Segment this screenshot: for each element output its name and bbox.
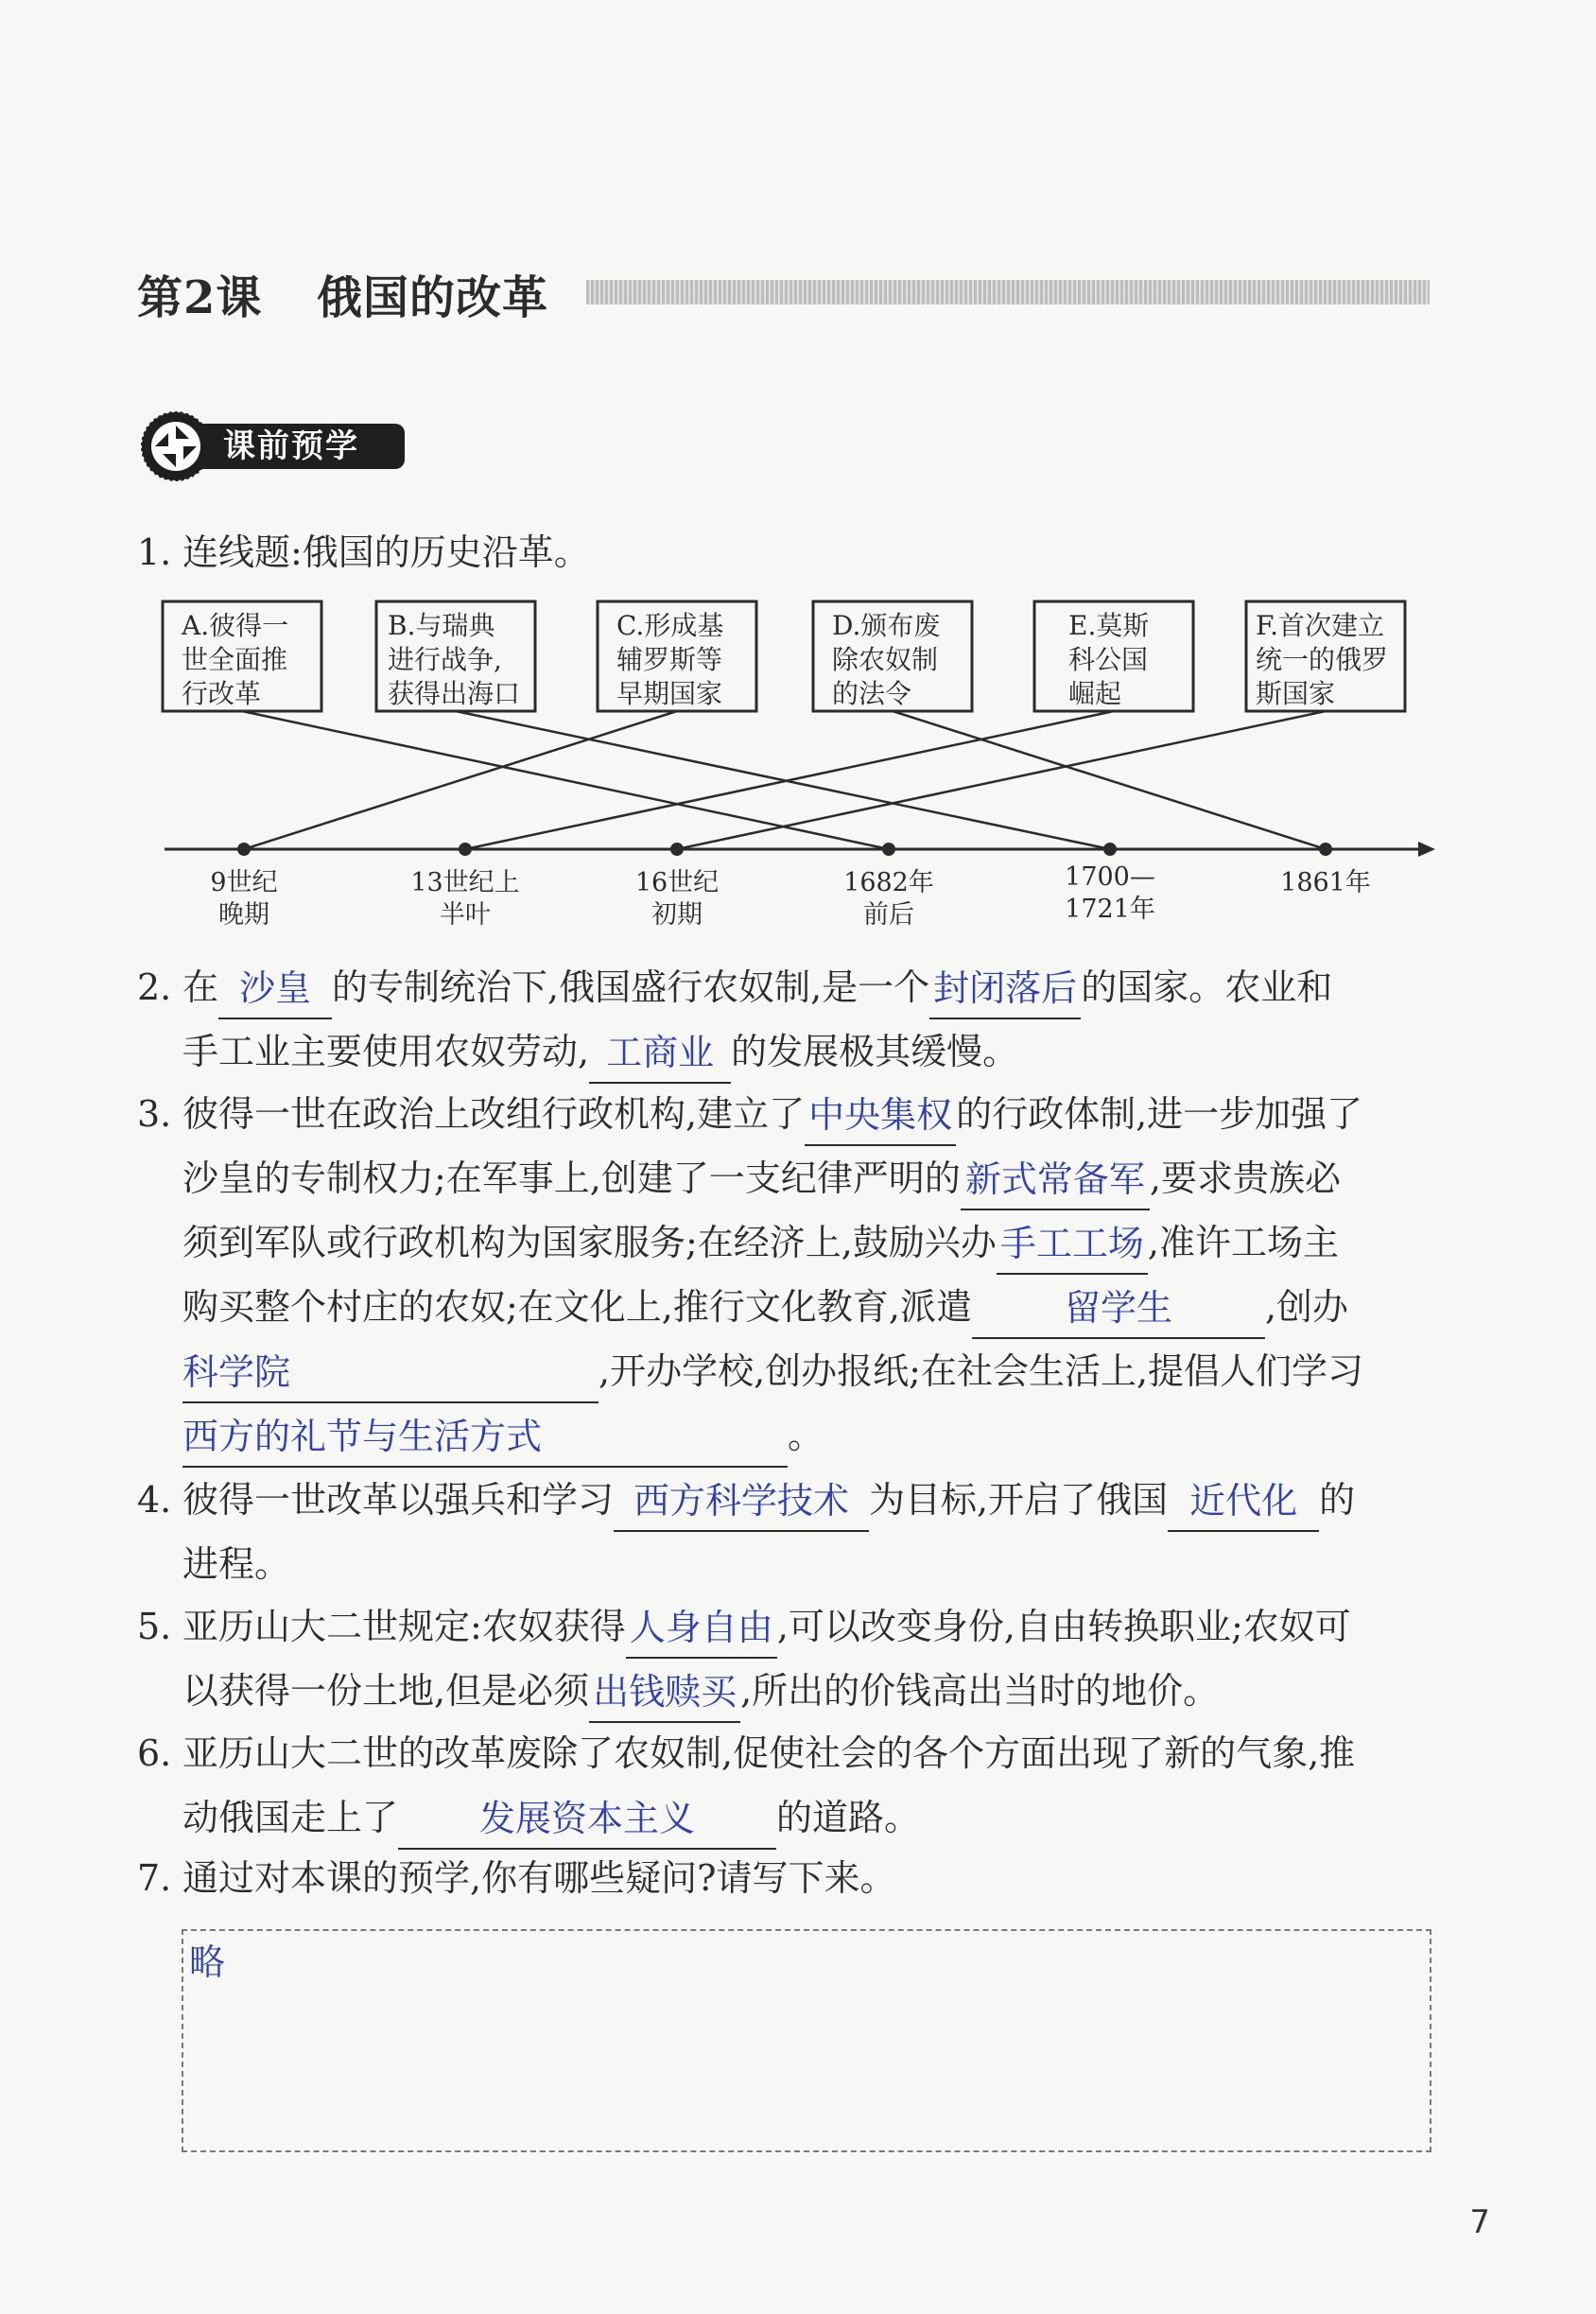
question-1-prompt: 连线题:俄国的历史沿革。 (182, 531, 590, 573)
event-box-b (376, 601, 535, 711)
answer-blank[interactable]: 中央集权 (805, 1097, 956, 1146)
answer-blank[interactable]: 工商业 (589, 1035, 731, 1084)
question-number: 7. (137, 1857, 172, 1899)
lesson-name: 俄国的改革 (317, 271, 549, 324)
svg-text:9世纪: 9世纪 (210, 868, 278, 897)
section-badge-label: 课前预学 (180, 424, 405, 469)
question-number: 1. (137, 531, 172, 573)
svg-text:晚期: 晚期 (218, 900, 269, 930)
svg-text:1682年: 1682年 (843, 868, 934, 897)
question-4: 4. 彼得一世改革以强兵和学习 西方科学技术 为目标,开启了俄国 近代化 的 进程。 (137, 1468, 1432, 1596)
svg-text:1721年: 1721年 (1065, 895, 1155, 924)
question-3: 3. 彼得一世在政治上改组行政机构,建立了 中央集权 的行政体制,进一步加强了 沙皇的专制权力;在军事上,创建了一支纪律严明的 新式常备军 ,要求贵族必 须到军队或行政机构为国家服务;在经济上,鼓励兴办 手工工场 ,准许工场主 购买整个村庄的农奴;在文化上,推行文化教育,派遣 留学生 ,创办 科学院 ,开办学校,创办报纸;在社会生活上,提倡人们学习 西方的礼节与生活方式 。 (137, 1082, 1432, 1468)
svg-text:1700—: 1700— (1065, 862, 1155, 892)
title-decorative-bar (586, 280, 1430, 304)
question-5: 5. 亚历山大二世规定:农奴获得 人身自由 ,可以改变身份,自由转换职业;农奴可 以获得一份土地,但是必须 出钱赎买 ,所出的价钱高出当时的地价。 (137, 1594, 1432, 1723)
timeline-labels (210, 862, 1370, 930)
event-box-f (1246, 601, 1405, 711)
svg-text:1861年: 1861年 (1280, 868, 1371, 897)
svg-text:半叶: 半叶 (440, 900, 491, 930)
event-box-d (813, 601, 972, 711)
svg-text:C.形成基: C.形成基 (616, 610, 724, 641)
answer-blank[interactable]: 沙皇 (218, 970, 332, 1019)
question-1 (137, 520, 1432, 584)
question-number: 5. (137, 1606, 172, 1647)
question-number: 3. (137, 1093, 172, 1135)
matching-lines (242, 711, 1326, 849)
question-number: 6. (137, 1732, 172, 1774)
svg-text:崛起: 崛起 (1068, 678, 1122, 709)
svg-text:除农奴制: 除农奴制 (832, 644, 939, 675)
page-number: 7 (1469, 2203, 1490, 2241)
notes-answer-box[interactable] (182, 1929, 1431, 2152)
svg-text:初期: 初期 (651, 900, 703, 930)
svg-text:13世纪上: 13世纪上 (410, 868, 520, 897)
svg-text:斯国家: 斯国家 (1256, 678, 1336, 709)
event-box-e (1034, 601, 1193, 711)
svg-text:16世纪: 16世纪 (634, 868, 720, 897)
answer-blank[interactable]: 科学院 (182, 1354, 598, 1403)
svg-text:的法令: 的法令 (832, 678, 912, 709)
svg-text:世全面推: 世全面推 (182, 644, 288, 675)
svg-text:辅罗斯等: 辅罗斯等 (616, 644, 723, 675)
svg-text:早期国家: 早期国家 (616, 678, 723, 709)
svg-text:前后: 前后 (863, 900, 914, 930)
matching-diagram (161, 592, 1437, 932)
camera-shutter-icon (140, 410, 212, 482)
svg-text:行改革: 行改革 (182, 678, 262, 709)
answer-blank[interactable]: 近代化 (1168, 1483, 1319, 1532)
event-box-c (598, 601, 756, 711)
answer-blank[interactable]: 手工工场 (997, 1226, 1148, 1275)
answer-blank[interactable]: 封闭落后 (929, 970, 1081, 1019)
question-2: 2. 在 沙皇 的专制统治下,俄国盛行农奴制,是一个 封闭落后 的国家。农业和 手工业主要使用农奴劳动, 工商业 的发展极其缓慢。 (137, 955, 1432, 1084)
answer-blank[interactable]: 发展资本主义 (398, 1801, 776, 1850)
svg-text:科公国: 科公国 (1068, 644, 1149, 675)
svg-text:统一的俄罗: 统一的俄罗 (1256, 644, 1389, 675)
question-7 (137, 1846, 1432, 1910)
svg-text:A.彼得一: A.彼得一 (182, 610, 289, 641)
svg-text:E.莫斯: E.莫斯 (1068, 610, 1150, 641)
answer-blank[interactable]: 出钱赎买 (589, 1674, 740, 1723)
svg-text:B.与瑞典: B.与瑞典 (388, 610, 495, 641)
lesson-title (137, 261, 548, 326)
svg-text:F.首次建立: F.首次建立 (1256, 610, 1384, 641)
answer-blank[interactable]: 新式常备军 (961, 1161, 1150, 1210)
svg-text:获得出海口: 获得出海口 (388, 678, 521, 709)
lesson-number: 第2课 (137, 271, 263, 324)
notes-answer-text: 略 (189, 1941, 226, 1983)
svg-text:进行战争,: 进行战争, (388, 644, 502, 675)
answer-blank[interactable]: 留学生 (972, 1290, 1265, 1339)
answer-blank[interactable]: 人身自由 (626, 1609, 777, 1659)
question-number: 4. (137, 1479, 172, 1521)
timeline-arrow-icon (1418, 842, 1435, 857)
question-6: 6. 亚历山大二世的改革废除了农奴制,促使社会的各个方面出现了新的气象,推 动俄国走上了 发展资本主义 的道路。 (137, 1721, 1432, 1850)
event-box-a (163, 601, 321, 711)
question-7-prompt: 通过对本课的预学,你有哪些疑问?请写下来。 (182, 1857, 896, 1899)
section-badge (140, 410, 407, 478)
svg-text:D.颁布废: D.颁布废 (832, 610, 941, 641)
answer-blank[interactable]: 西方的礼节与生活方式 (182, 1418, 788, 1468)
answer-blank[interactable]: 西方科学技术 (614, 1483, 869, 1532)
question-number: 2. (137, 966, 172, 1008)
